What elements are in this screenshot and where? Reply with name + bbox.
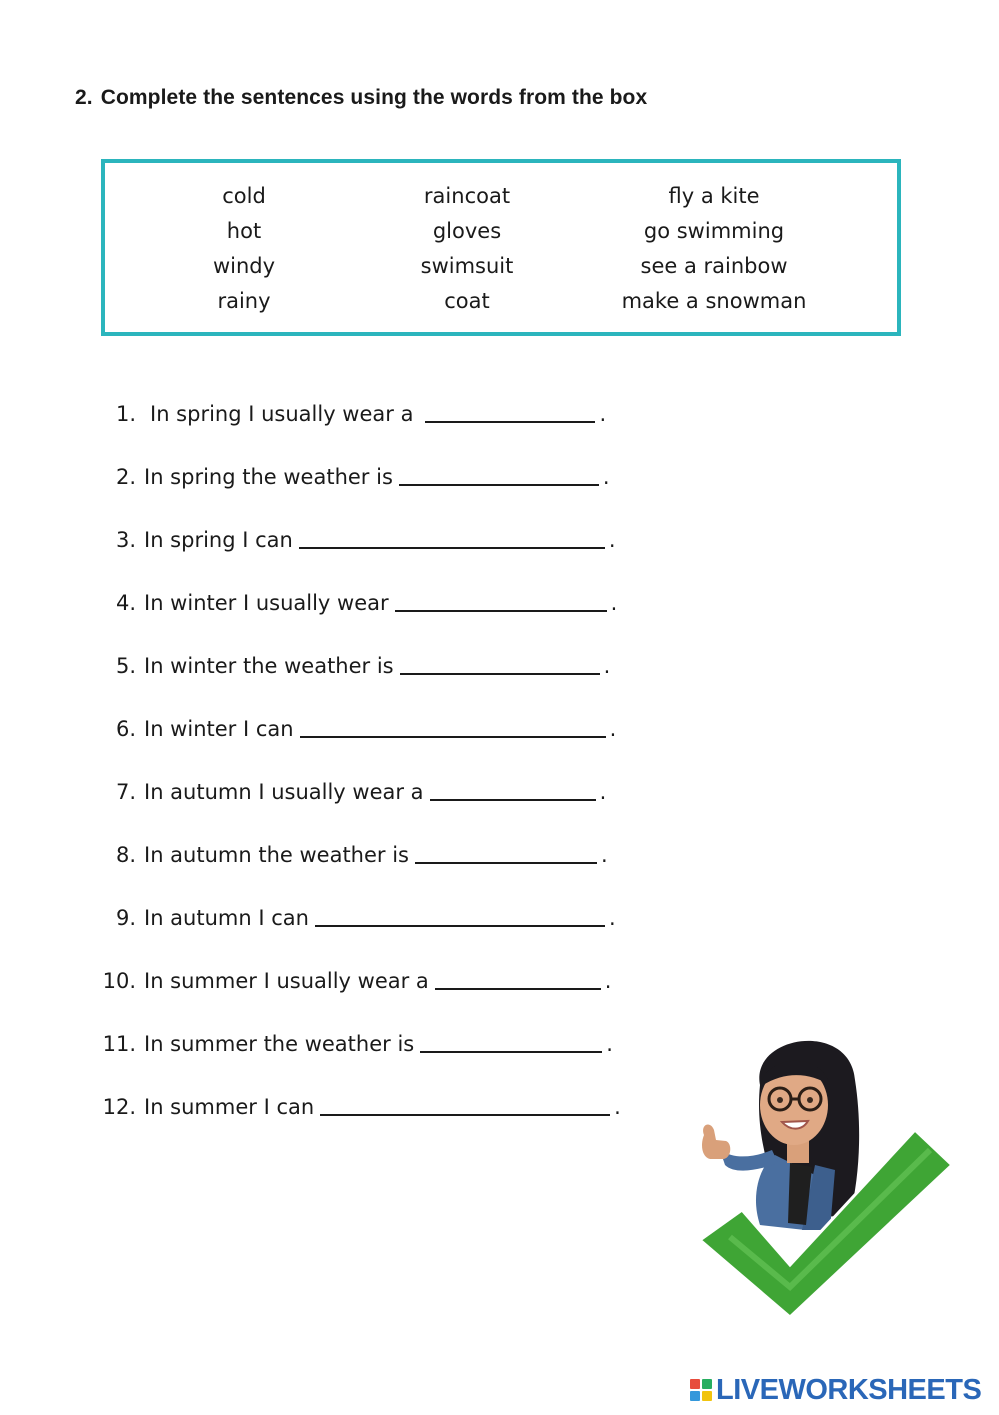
word-box-word: make a snowman: [621, 289, 807, 313]
liveworksheets-logo-text: LIVEWORKSHEETS: [716, 1373, 982, 1406]
thumbs-up-hand: [702, 1125, 730, 1159]
sentence-number: 3.: [115, 528, 136, 552]
sentence-number: 2.: [115, 465, 136, 489]
answer-blank-1[interactable]: [425, 401, 595, 423]
word-box-word: windy: [212, 254, 276, 278]
sentence-text: In summer the weather is: [144, 1032, 415, 1056]
sentence-number: 1.: [115, 402, 136, 426]
answer-blank-8[interactable]: [415, 842, 597, 864]
sentence-4: [96, 583, 617, 623]
sentence-8: [96, 835, 608, 875]
sentence-end: .: [606, 1032, 613, 1056]
word-box-word: see a rainbow: [640, 254, 788, 278]
sentence-number: 11.: [102, 1032, 136, 1056]
sentence-text: In summer I usually wear a: [144, 969, 429, 993]
sentence-text: In spring the weather is: [144, 465, 393, 489]
sentence-5: [96, 646, 610, 686]
exercise-number: 2.: [75, 86, 93, 109]
answer-blank-4[interactable]: [395, 590, 607, 612]
word-box-word: fly a kite: [668, 184, 760, 208]
answer-blank-12[interactable]: [320, 1094, 610, 1116]
sentence-number: 9.: [115, 906, 136, 930]
sentence-2: [96, 457, 610, 497]
sentence-end: .: [603, 654, 611, 678]
sentence-end: .: [604, 969, 612, 993]
answer-blank-3[interactable]: [299, 527, 605, 549]
sentence-text: In spring I can: [144, 528, 293, 552]
sentence-number: 5.: [115, 654, 136, 678]
sentence-text: In summer I can: [144, 1095, 315, 1119]
answer-blank-7[interactable]: [430, 779, 596, 801]
exercise-instruction: Complete the sentences using the words from the box: [100, 86, 648, 109]
sentence-1: [96, 394, 606, 434]
sentence-end: .: [602, 465, 610, 489]
sentence-end: .: [614, 1095, 621, 1119]
sentence-number: 7.: [115, 780, 136, 804]
sentence-end: .: [610, 591, 618, 615]
liveworksheets-logo: [690, 1372, 981, 1408]
word-box-word: hot: [226, 219, 262, 243]
word-column-3: [594, 179, 834, 319]
word-box: [101, 159, 901, 336]
sentence-text: In spring I usually wear a: [150, 402, 414, 426]
sentence-text: In winter the weather is: [144, 654, 394, 678]
sentence-10: [96, 961, 611, 1001]
sentence-number: 10.: [102, 969, 136, 993]
sentence-6: [96, 709, 616, 749]
answer-blank-11[interactable]: [420, 1031, 602, 1053]
word-box-word: coat: [444, 289, 490, 313]
sentence-3: [96, 520, 616, 560]
word-box-word: rainy: [217, 289, 271, 313]
word-column-2: [388, 179, 546, 319]
answer-blank-6[interactable]: [300, 716, 606, 738]
word-column-1: [165, 179, 323, 319]
sentence-number: 8.: [115, 843, 136, 867]
sentence-text: In winter I usually wear: [144, 591, 389, 615]
sentence-7: [96, 772, 606, 812]
sentence-text: In autumn the weather is: [144, 843, 409, 867]
sentence-9: [96, 898, 616, 938]
word-box-word: swimsuit: [420, 254, 514, 278]
sentence-end: .: [599, 780, 607, 804]
answer-blank-10[interactable]: [435, 968, 601, 990]
sentence-end: .: [608, 906, 616, 930]
sentence-text: In autumn I can: [144, 906, 309, 930]
liveworksheets-logo-icon: [690, 1379, 712, 1401]
sentence-number: 6.: [115, 717, 136, 741]
sentence-number: 12.: [102, 1095, 136, 1119]
sentence-number: 4.: [115, 591, 136, 615]
sentence-text: In winter I can: [144, 717, 294, 741]
sentence-end: .: [601, 843, 608, 867]
exercise-heading: [75, 86, 647, 110]
word-box-word: raincoat: [423, 184, 511, 208]
sentence-end: .: [608, 528, 616, 552]
word-box-word: go swimming: [643, 219, 785, 243]
sentence-end: .: [609, 717, 617, 741]
sentence-12: [96, 1087, 621, 1127]
sentence-text: In autumn I usually wear a: [144, 780, 424, 804]
word-box-word: gloves: [432, 219, 502, 243]
word-box-word: cold: [222, 184, 266, 208]
sentence-end: .: [599, 402, 607, 426]
answer-blank-5[interactable]: [400, 653, 600, 675]
answer-blank-2[interactable]: [399, 464, 599, 486]
teacher-checkmark-illustration: [690, 1025, 965, 1325]
answer-blank-9[interactable]: [315, 905, 605, 927]
sentence-11: [96, 1024, 613, 1064]
